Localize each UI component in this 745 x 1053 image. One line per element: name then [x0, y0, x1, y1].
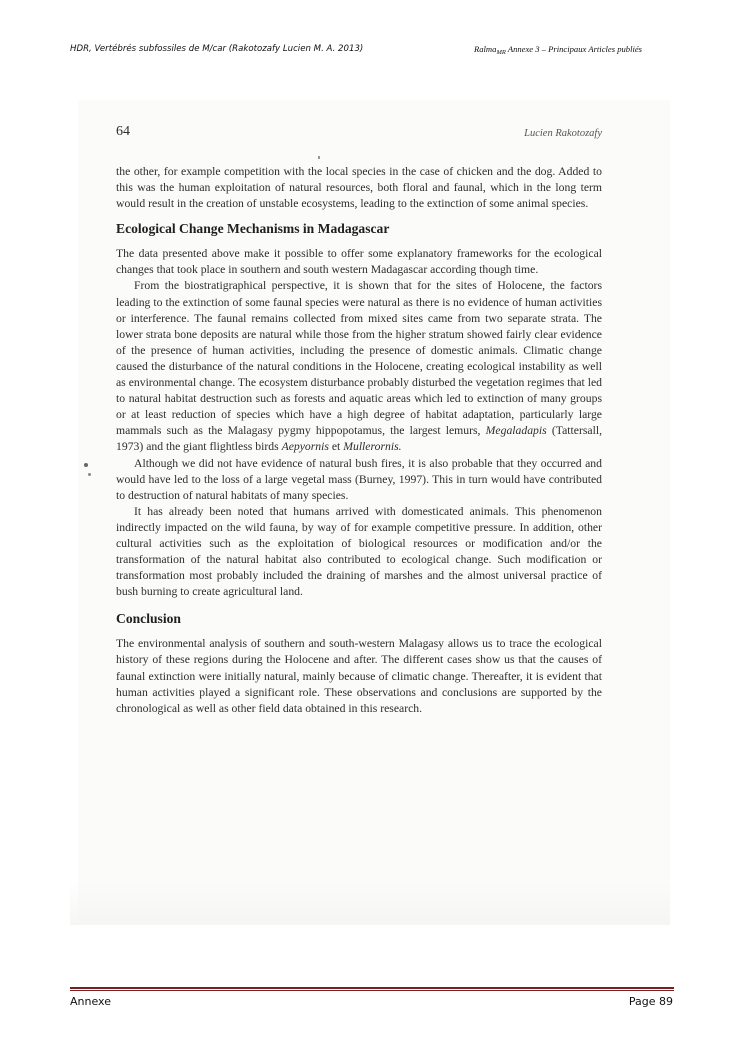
paragraph-text: From the biostratigraphical perspective, it is shown that for the sites of Holocene, the factors leading to the extinction of some faunal species were natural as there is no evidence of human activities or interference. The faunal remains collected from mixed sites came from two separate strata. The lower strata bone deposits are natural while those from the higher stratum showed fairly clear evidence of the presence of human activities, including the presence of domestic animals. Climatic change caused the disturbance of the natural conditions in the Holocene, creating ecological instability as well as environmental change. The ecosystem disturbance probably disturbed the vegetation regimes that led to natural habitat destruction such as forests and aquatic areas which led to extinction of many groups or at least reduction of species which have a high degree of habitat adaptation, particularly large mammals such as the Malagasy pygmy hippopotamus, the largest lemurs,: [116, 279, 602, 438]
footer-rule-thin: [70, 990, 674, 991]
paragraph-text: (Tattersall, 1973) and the giant flightless birds: [116, 424, 603, 454]
section-heading-conclusion: Conclusion: [116, 611, 181, 627]
footer-left: Annexe: [70, 995, 111, 1008]
paragraph-human-impact: It has already been noted that humans arrived with domesticated animals. This phenomenon indirectly impacted on the wild fauna, by way of for example competitive pressure. In addition, other cultural activities such as the exploitation of biological resources or modification and/or the transformation of the natural habitat also contributed to ecological change. Such modification or transformation most probably included the draining of marshes and the almost universal practice of bush burning to create agricultural land.: [116, 504, 602, 599]
article-page-header: [116, 124, 602, 146]
running-head: Lucien Rakotozafy: [524, 128, 602, 139]
paragraph-continued: the other, for example competition with the local species in the case of chicken and the dog. Added to this was the human exploitation of natural resources, both floral and faunal, which in the long term would result in the creation of unstable ecosystems, leading to the extinction of some animal species.: [116, 165, 602, 211]
scanned-article: [116, 124, 602, 717]
taxon-name: Megaladapis: [485, 424, 547, 438]
scan-shadow: [70, 880, 670, 925]
taxon-name: Mullerornis.: [343, 440, 402, 454]
paragraph-intro: The data presented above make it possible to offer some explanatory frameworks for the ecological changes that took place in southern and south western Madagascar according though time.: [116, 247, 602, 277]
header-ralma: Ralma: [474, 44, 497, 54]
paragraph-bush-fires: Although we did not have evidence of natural bush fires, it is also probable that they occurred and would have led to the loss of a large vegetal mass (Burney, 1997). This in turn would have contributed to destruction of natural habitats of many species.: [116, 456, 602, 502]
scan-speck: [84, 463, 88, 467]
document-header-right: [474, 44, 642, 56]
footer-page-number: Page 89: [628, 995, 673, 1008]
document-header-left: HDR, Vertébrés subfossiles de M/car (Rakotozafy Lucien M. A. 2013): [70, 44, 364, 54]
scan-speck: [88, 473, 91, 476]
paragraph-text: et: [328, 440, 344, 454]
header-subscript: MR: [496, 49, 506, 56]
paragraph-biostratigraphy: [116, 278, 602, 455]
paragraph-conclusion: The environmental analysis of southern and south-western Malagasy allows us to trace the ecological history of these regions during the Holocene and after. The different cases show us that the causes of faunal extinction were initially natural, mainly because of climatic change. Thereafter, it is evident that human activities played a significant role. These observations and conclusions are supported by the chronological as well as other field data obtained in this research.: [116, 637, 602, 715]
header-annex-title: Annexe 3 – Principaux Articles publiés: [505, 44, 643, 54]
section-heading-ecological: Ecological Change Mechanisms in Madagascar: [116, 221, 390, 237]
taxon-name: Aepyornis: [281, 440, 329, 454]
footer-rule: [70, 987, 674, 989]
article-page-number: 64: [116, 124, 130, 139]
